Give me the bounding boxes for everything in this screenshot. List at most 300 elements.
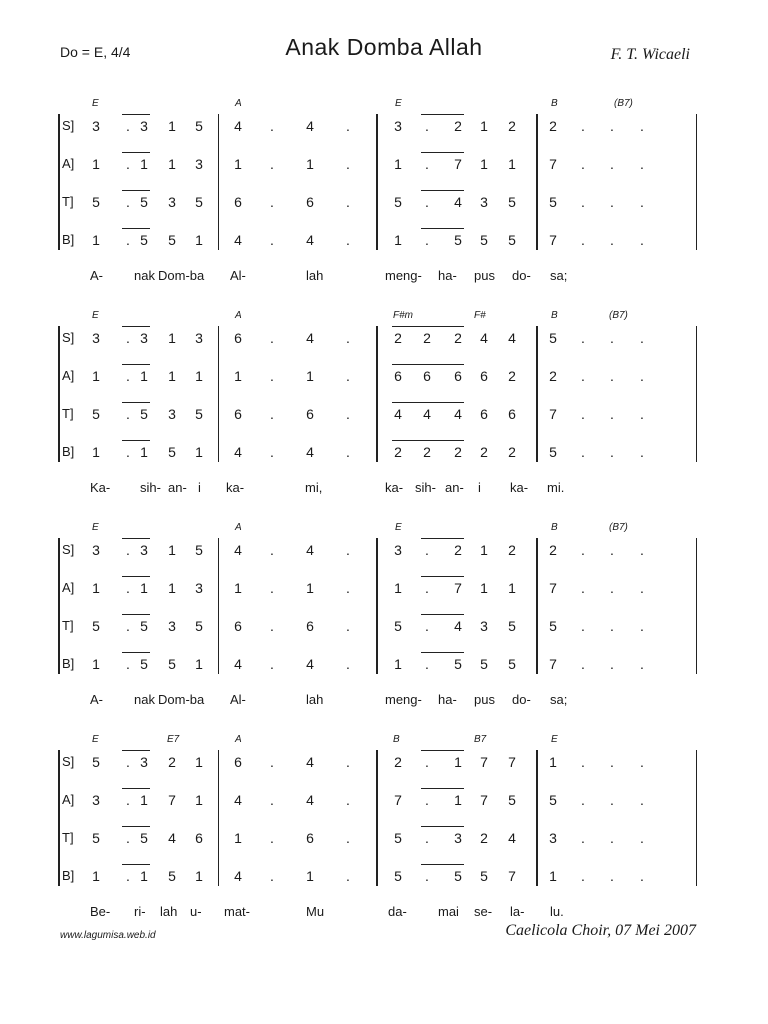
note: . [610, 754, 614, 770]
note: 5 [140, 232, 148, 248]
note: . [270, 444, 274, 460]
note: 5 [92, 830, 100, 846]
voice-label: S] [62, 330, 75, 345]
chord-symbol: E [92, 98, 99, 109]
lyric-syllable: i [478, 480, 481, 495]
note: . [640, 156, 644, 172]
lyric-syllable: ka- [385, 480, 404, 495]
lyric-syllable: sa; [550, 268, 568, 283]
lyric-syllable: ka- [510, 480, 529, 495]
note: 2 [508, 542, 516, 558]
note: . [270, 194, 274, 210]
note: 3 [195, 580, 203, 596]
note: 2 [394, 444, 402, 460]
note: 5 [394, 868, 402, 884]
note: 5 [92, 618, 100, 634]
note: 4 [234, 868, 242, 884]
note: 6 [394, 368, 402, 384]
note: 7 [549, 406, 557, 422]
note: 1 [394, 580, 402, 596]
note: 4 [234, 444, 242, 460]
voice-label: B] [62, 656, 75, 671]
note: 4 [234, 118, 242, 134]
note: . [346, 580, 350, 596]
note: . [126, 194, 130, 210]
lyric-syllable: pus [474, 692, 495, 707]
note: 5 [140, 618, 148, 634]
voice-label: S] [62, 754, 75, 769]
lyric-syllable: i [198, 480, 201, 495]
note: 6 [234, 330, 242, 346]
note: . [346, 618, 350, 634]
note: 7 [168, 792, 176, 808]
note: . [610, 656, 614, 672]
note: . [270, 656, 274, 672]
note: 2 [549, 118, 557, 134]
note: 1 [168, 118, 176, 134]
note: 1 [168, 368, 176, 384]
note: 4 [306, 754, 314, 770]
note: 7 [549, 656, 557, 672]
bar-line [536, 114, 538, 250]
note: 3 [140, 542, 148, 558]
note: 5 [140, 406, 148, 422]
note: 7 [549, 156, 557, 172]
note: 4 [306, 444, 314, 460]
note: 5 [480, 232, 488, 248]
lyric-syllable: Mu [306, 904, 325, 919]
chord-symbol: B [551, 98, 558, 109]
lyric-syllable: nak [134, 692, 155, 707]
lyric-syllable: sih- [415, 480, 436, 495]
note: . [581, 754, 585, 770]
beam [122, 652, 150, 653]
note: 1 [480, 118, 488, 134]
note: 1 [92, 656, 100, 672]
bar-line [376, 750, 378, 886]
note: 1 [168, 156, 176, 172]
voice-label: A] [62, 368, 75, 383]
note: . [126, 330, 130, 346]
note: . [126, 156, 130, 172]
note: . [270, 156, 274, 172]
note: 1 [508, 580, 516, 596]
note: . [126, 368, 130, 384]
note: . [581, 330, 585, 346]
note: . [640, 618, 644, 634]
note: 2 [549, 542, 557, 558]
note: . [425, 580, 429, 596]
note: 5 [508, 618, 516, 634]
bar-line [376, 538, 378, 674]
note: 5 [168, 656, 176, 672]
note: 1 [92, 868, 100, 884]
note: . [126, 580, 130, 596]
note: 5 [394, 830, 402, 846]
lyric-syllable: mat- [224, 904, 250, 919]
note: . [581, 868, 585, 884]
note: 6 [234, 406, 242, 422]
note: . [425, 118, 429, 134]
note: 7 [454, 580, 462, 596]
chord-symbol: E [395, 522, 402, 533]
note: 3 [480, 194, 488, 210]
beam [392, 440, 464, 441]
note: . [610, 444, 614, 460]
note: 5 [92, 406, 100, 422]
note: 1 [140, 580, 148, 596]
note: 1 [92, 368, 100, 384]
note: 5 [508, 792, 516, 808]
note: 4 [508, 830, 516, 846]
note: . [610, 792, 614, 808]
bar-line [696, 538, 697, 674]
note: 3 [168, 406, 176, 422]
note: . [640, 656, 644, 672]
note: . [581, 656, 585, 672]
note: . [346, 232, 350, 248]
score-system [0, 98, 768, 298]
note: 1 [394, 232, 402, 248]
note: . [270, 330, 274, 346]
bar-line [218, 114, 219, 250]
note: 4 [306, 656, 314, 672]
note: . [270, 868, 274, 884]
lyric-syllable: nak [134, 268, 155, 283]
note: . [640, 118, 644, 134]
note: 5 [92, 194, 100, 210]
voice-label: T] [62, 618, 74, 633]
beam [392, 326, 464, 327]
note: 1 [306, 580, 314, 596]
lyric-syllable: ri- [134, 904, 146, 919]
note: . [425, 156, 429, 172]
note: 5 [549, 444, 557, 460]
note: 4 [480, 330, 488, 346]
note: 1 [195, 232, 203, 248]
beam [421, 576, 464, 577]
chord-symbol: F#m [393, 310, 413, 321]
beam [122, 152, 150, 153]
note: 3 [140, 330, 148, 346]
score-system [0, 734, 768, 934]
note: 1 [195, 656, 203, 672]
note: 5 [480, 868, 488, 884]
note: 5 [549, 792, 557, 808]
voice-label: B] [62, 232, 75, 247]
note: 2 [454, 444, 462, 460]
note: 5 [454, 656, 462, 672]
note: . [346, 330, 350, 346]
note: 5 [454, 868, 462, 884]
note: . [610, 406, 614, 422]
note: . [640, 754, 644, 770]
note: 2 [454, 330, 462, 346]
bar-line [376, 326, 378, 462]
voice-label: A] [62, 156, 75, 171]
lyric-syllable: meng- [385, 692, 422, 707]
note: 1 [480, 156, 488, 172]
bar-line [218, 750, 219, 886]
song-title: Anak Domba Allah [285, 34, 483, 60]
note: . [610, 542, 614, 558]
note: 4 [234, 232, 242, 248]
note: 6 [508, 406, 516, 422]
note: . [346, 444, 350, 460]
note: . [610, 194, 614, 210]
note: 6 [195, 830, 203, 846]
note: 7 [480, 754, 488, 770]
beam [122, 190, 150, 191]
beam [421, 788, 464, 789]
note: 1 [195, 754, 203, 770]
voice-label: T] [62, 830, 74, 845]
note: 6 [423, 368, 431, 384]
voice-label: T] [62, 194, 74, 209]
note: 7 [394, 792, 402, 808]
note: . [581, 118, 585, 134]
note: 3 [549, 830, 557, 846]
note: 5 [140, 194, 148, 210]
note: . [126, 792, 130, 808]
note: 1 [306, 156, 314, 172]
note: 1 [140, 868, 148, 884]
beam [421, 152, 464, 153]
note: 5 [140, 656, 148, 672]
note: . [425, 792, 429, 808]
note: . [581, 156, 585, 172]
note: . [270, 406, 274, 422]
chord-symbol: (B7) [609, 310, 628, 321]
note: 1 [234, 368, 242, 384]
bar-line [58, 538, 60, 674]
lyric-syllable: Al- [230, 692, 246, 707]
note: . [346, 868, 350, 884]
chord-symbol: A [235, 98, 242, 109]
note: 1 [480, 580, 488, 596]
note: 4 [306, 330, 314, 346]
note: . [581, 830, 585, 846]
voice-label: B] [62, 444, 75, 459]
note: 6 [306, 618, 314, 634]
bar-line [218, 326, 219, 462]
note: 2 [508, 444, 516, 460]
note: . [346, 118, 350, 134]
note: 3 [454, 830, 462, 846]
note: 5 [140, 830, 148, 846]
note: 1 [234, 830, 242, 846]
chord-symbol: F# [474, 310, 486, 321]
note: 6 [480, 368, 488, 384]
note: . [581, 542, 585, 558]
note: 2 [394, 330, 402, 346]
key-signature: Do = E, 4/4 [60, 44, 131, 60]
note: 7 [508, 754, 516, 770]
note: 1 [234, 580, 242, 596]
bar-line [536, 750, 538, 886]
note: . [425, 868, 429, 884]
note: 2 [454, 542, 462, 558]
note: 1 [168, 542, 176, 558]
note: 3 [92, 792, 100, 808]
note: . [581, 194, 585, 210]
note: 2 [454, 118, 462, 134]
note: 3 [168, 618, 176, 634]
note: . [640, 232, 644, 248]
website-url: www.lagumisa.web.id [60, 930, 156, 941]
choir-credit: Caelicola Choir, 07 Mei 2007 [505, 922, 696, 939]
chord-symbol: E [92, 522, 99, 533]
lyric-syllable: Ka- [90, 480, 111, 495]
lyric-syllable: mi, [305, 480, 323, 495]
note: 5 [195, 542, 203, 558]
beam [122, 750, 150, 751]
note: 3 [480, 618, 488, 634]
note: . [610, 830, 614, 846]
note: 6 [306, 406, 314, 422]
note: 7 [508, 868, 516, 884]
note: . [610, 618, 614, 634]
chord-symbol: E [551, 734, 558, 745]
note: 2 [508, 118, 516, 134]
note: 4 [234, 792, 242, 808]
chord-symbol: A [235, 310, 242, 321]
note: 6 [306, 194, 314, 210]
beam [122, 864, 150, 865]
note: 2 [423, 330, 431, 346]
note: . [640, 330, 644, 346]
note: 5 [508, 656, 516, 672]
beam [122, 402, 150, 403]
note: . [640, 444, 644, 460]
note: . [270, 118, 274, 134]
note: 5 [508, 194, 516, 210]
lyric-syllable: Al- [230, 268, 246, 283]
note: . [581, 444, 585, 460]
chord-symbol: B [551, 522, 558, 533]
voice-label: S] [62, 118, 75, 133]
lyric-syllable: do- [512, 692, 531, 707]
lyric-syllable: ha- [438, 692, 457, 707]
voice-label: T] [62, 406, 74, 421]
note: 2 [480, 444, 488, 460]
note: 1 [92, 156, 100, 172]
beam [421, 614, 464, 615]
note: 4 [508, 330, 516, 346]
beam [421, 750, 464, 751]
note: 1 [549, 868, 557, 884]
note: 5 [92, 754, 100, 770]
beam [122, 614, 150, 615]
note: 1 [140, 792, 148, 808]
note: . [346, 792, 350, 808]
voice-label: B] [62, 868, 75, 883]
bar-line [696, 326, 697, 462]
note: . [425, 542, 429, 558]
note: . [270, 618, 274, 634]
beam [122, 326, 150, 327]
note: 1 [92, 580, 100, 596]
note: 3 [394, 542, 402, 558]
lyric-syllable: A- [90, 268, 103, 283]
note: 2 [394, 754, 402, 770]
beam [122, 826, 150, 827]
note: 2 [549, 368, 557, 384]
lyric-syllable: mai [438, 904, 459, 919]
note: 1 [92, 232, 100, 248]
note: . [270, 754, 274, 770]
score-system [0, 310, 768, 510]
note: 3 [195, 156, 203, 172]
note: . [610, 330, 614, 346]
note: 5 [454, 232, 462, 248]
beam [122, 788, 150, 789]
chord-symbol: (B7) [609, 522, 628, 533]
note: 2 [168, 754, 176, 770]
lyric-syllable: Be- [90, 904, 111, 919]
note: . [346, 368, 350, 384]
note: 4 [394, 406, 402, 422]
note: 1 [140, 156, 148, 172]
chord-symbol: B [393, 734, 400, 745]
bar-line [536, 326, 538, 462]
note: . [581, 368, 585, 384]
note: . [126, 542, 130, 558]
beam [392, 364, 464, 365]
beam [421, 538, 464, 539]
note: 1 [168, 580, 176, 596]
note: 6 [306, 830, 314, 846]
note: 1 [195, 444, 203, 460]
note: 5 [195, 118, 203, 134]
note: . [581, 618, 585, 634]
voice-label: S] [62, 542, 75, 557]
note: . [610, 580, 614, 596]
note: 7 [454, 156, 462, 172]
note: 6 [454, 368, 462, 384]
note: 6 [234, 754, 242, 770]
note: 3 [92, 118, 100, 134]
note: . [425, 754, 429, 770]
note: . [270, 580, 274, 596]
lyric-syllable: meng- [385, 268, 422, 283]
note: . [126, 754, 130, 770]
note: . [610, 368, 614, 384]
lyric-syllable: A- [90, 692, 103, 707]
note: . [270, 792, 274, 808]
lyric-syllable: se- [474, 904, 493, 919]
chord-symbol: E [92, 310, 99, 321]
note: 1 [140, 444, 148, 460]
lyric-syllable: la- [510, 904, 525, 919]
note: . [425, 830, 429, 846]
note: 4 [306, 118, 314, 134]
note: 5 [508, 232, 516, 248]
note: 1 [140, 368, 148, 384]
note: . [126, 118, 130, 134]
note: 3 [92, 542, 100, 558]
lyric-syllable: u- [190, 904, 202, 919]
beam [392, 402, 464, 403]
chord-symbol: A [235, 734, 242, 745]
note: . [640, 406, 644, 422]
note: 4 [234, 656, 242, 672]
beam [122, 364, 150, 365]
note: 5 [549, 194, 557, 210]
note: . [270, 542, 274, 558]
note: 4 [234, 542, 242, 558]
note: 1 [508, 156, 516, 172]
